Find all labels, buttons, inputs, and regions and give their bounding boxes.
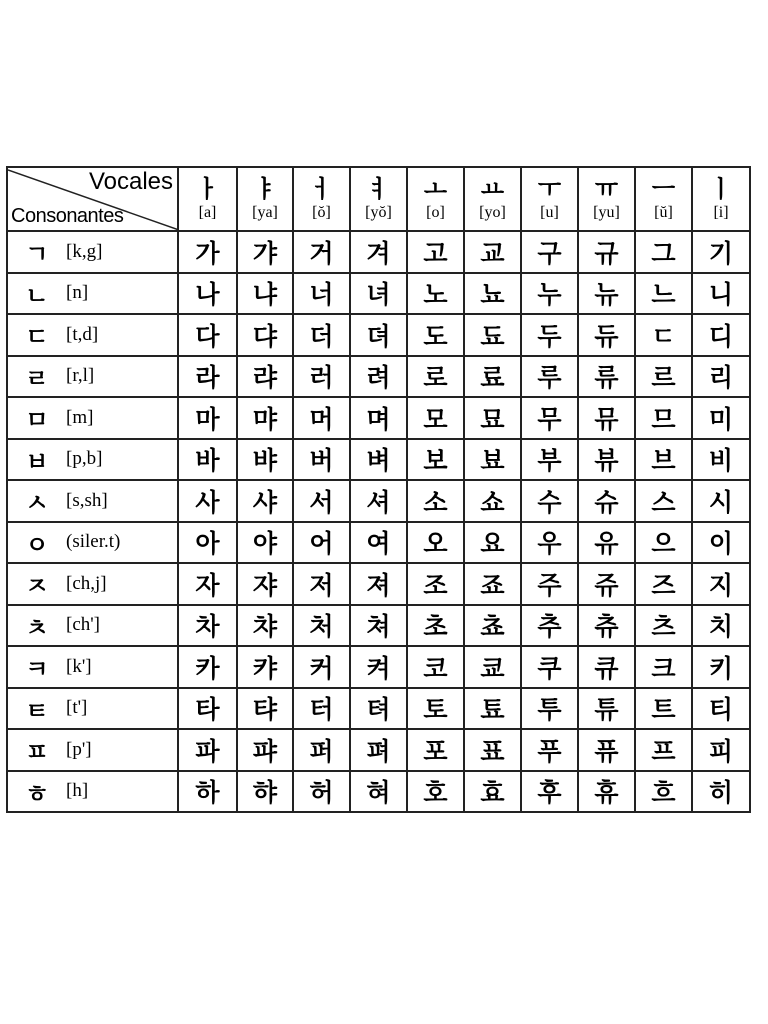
vowel-romanization: [yo] [479,204,506,221]
syllable-cell: 호 [407,771,464,813]
syllable-cell: 하 [178,771,237,813]
syllable-cell: 쥬 [578,563,635,605]
syllable-cell: 두 [521,314,578,356]
consonant-header-cell [7,771,178,813]
syllable-cell: 더 [293,314,350,356]
syllable-cell: 며 [350,397,407,439]
vowel-jamo: ㅗ [423,175,448,203]
consonant-jamo: ㅅ [25,489,49,518]
vowel-jamo: ㅡ [651,175,676,203]
vowel-romanization: [u] [540,204,559,221]
syllable-cell: 트 [635,688,692,730]
syllable-cell: 고 [407,231,464,273]
syllable-cell: 그 [635,231,692,273]
consonant-row [7,688,750,730]
vowel-romanization: [o] [426,204,445,221]
syllable-cell: 효 [464,771,521,813]
consonantes-label: Consonantes [11,205,124,227]
vowel-jamo: ㅑ [253,175,277,203]
vowel-jamo: ㅛ [480,175,505,203]
consonant-row [7,771,750,813]
syllable-cell: 샤 [237,480,293,522]
syllable-cell: 퍄 [237,729,293,771]
syllable-cell: 바 [178,439,237,481]
consonant-jamo: ㅍ [25,738,49,767]
consonant-jamo: ㄱ [25,240,49,269]
syllable-cell: 쟈 [237,563,293,605]
syllable-cell: 치 [692,605,750,647]
syllable-cell: 모 [407,397,464,439]
consonant-row [7,480,750,522]
syllable-cell: 비 [692,439,750,481]
consonant-romanization: [ch,j] [66,572,107,594]
consonant-romanization: [k,g] [66,240,103,262]
syllable-cell: 캬 [237,646,293,688]
vowel-romanization: [ŭ] [654,204,673,221]
syllable-cell: 수 [521,480,578,522]
vowel-header-cell [464,167,521,231]
syllable-cell: 쳐 [350,605,407,647]
syllable-cell: 보 [407,439,464,481]
consonant-jamo: ㅋ [25,655,49,684]
consonant-header-cell [7,397,178,439]
consonant-jamo: ㅊ [25,613,49,642]
table-body [7,167,750,812]
syllable-cell: 아 [178,522,237,564]
consonant-jamo: ㅎ [25,779,49,808]
syllable-cell: ㄷ [635,314,692,356]
syllable-cell: 쿄 [464,646,521,688]
vowel-header-cell [692,167,750,231]
syllable-cell: 기 [692,231,750,273]
vowel-romanization: [ŏ] [312,204,331,221]
syllable-cell: 혀 [350,771,407,813]
consonant-romanization: [m] [66,406,94,428]
consonant-row [7,231,750,273]
syllable-cell: 갸 [237,231,293,273]
vowel-header-row [7,167,750,231]
syllable-cell: 뱌 [237,439,293,481]
syllable-cell: 소 [407,480,464,522]
syllable-cell: 로 [407,356,464,398]
syllable-cell: 료 [464,356,521,398]
vowel-header-cell [578,167,635,231]
syllable-cell: 가 [178,231,237,273]
syllable-cell: 프 [635,729,692,771]
syllable-cell: 즈 [635,563,692,605]
consonant-jamo: ㅇ [25,530,49,559]
syllable-cell: 차 [178,605,237,647]
consonant-row [7,439,750,481]
consonant-row [7,605,750,647]
syllable-cell: 죠 [464,563,521,605]
vowel-jamo: ㅠ [594,175,619,203]
consonant-header-cell [7,729,178,771]
syllable-cell: 크 [635,646,692,688]
syllable-cell: 셔 [350,480,407,522]
vowel-romanization: [yŏ] [365,204,392,221]
consonant-header-cell [7,605,178,647]
consonant-header-cell [7,439,178,481]
syllable-cell: 댜 [237,314,293,356]
consonant-romanization: [p'] [66,738,92,760]
syllable-cell: 표 [464,729,521,771]
syllable-cell: 텨 [350,688,407,730]
syllable-cell: 탸 [237,688,293,730]
consonant-jamo: ㅌ [25,696,49,725]
syllable-cell: 펴 [350,729,407,771]
syllable-cell: 요 [464,522,521,564]
syllable-cell: 초 [407,605,464,647]
consonant-jamo: ㄷ [25,323,49,352]
vowel-jamo: ㅓ [309,175,334,203]
syllable-cell: 뇨 [464,273,521,315]
syllable-cell: 투 [521,688,578,730]
vowel-header-cell [178,167,237,231]
syllable-cell: 려 [350,356,407,398]
consonant-row [7,273,750,315]
syllable-cell: 퍼 [293,729,350,771]
syllable-cell: 뮤 [578,397,635,439]
consonant-header-cell [7,273,178,315]
syllable-cell: 이 [692,522,750,564]
syllable-cell: 슈 [578,480,635,522]
vowel-jamo: ㅏ [195,175,220,203]
syllable-cell: 시 [692,480,750,522]
syllable-cell: 듀 [578,314,635,356]
consonant-romanization: [t'] [66,697,88,719]
syllable-cell: 우 [521,522,578,564]
syllable-cell: 노 [407,273,464,315]
consonant-row [7,563,750,605]
consonant-romanization: [s,sh] [66,489,108,511]
consonant-romanization: [t,d] [66,323,99,345]
consonant-romanization: [ch'] [66,614,101,636]
syllable-cell: 피 [692,729,750,771]
vowel-romanization: [a] [198,204,217,221]
vowel-jamo: ㅕ [366,175,391,203]
consonant-romanization: [r,l] [66,365,95,387]
syllable-cell: 쵸 [464,605,521,647]
vocales-label: Vocales [88,168,173,195]
syllable-cell: 지 [692,563,750,605]
syllable-cell: 먀 [237,397,293,439]
syllable-cell: 여 [350,522,407,564]
hangul-chart-table [6,166,751,813]
syllable-cell: 파 [178,729,237,771]
syllable-cell: 뎌 [350,314,407,356]
syllable-cell: 야 [237,522,293,564]
consonant-header-cell [7,480,178,522]
syllable-cell: 도 [407,314,464,356]
syllable-cell: 구 [521,231,578,273]
syllable-cell: 규 [578,231,635,273]
syllable-cell: 티 [692,688,750,730]
syllable-cell: 스 [635,480,692,522]
vowel-header-cell [635,167,692,231]
syllable-cell: 조 [407,563,464,605]
syllable-cell: 져 [350,563,407,605]
consonant-row [7,646,750,688]
syllable-cell: 츄 [578,605,635,647]
consonant-header-cell [7,646,178,688]
syllable-cell: 후 [521,771,578,813]
syllable-cell: 츠 [635,605,692,647]
syllable-cell: 루 [521,356,578,398]
syllable-cell: 다 [178,314,237,356]
syllable-cell: 저 [293,563,350,605]
consonant-romanization: [n] [66,282,89,304]
syllable-cell: 라 [178,356,237,398]
consonant-jamo: ㄹ [25,364,49,393]
syllable-cell: 류 [578,356,635,398]
consonant-header-cell [7,314,178,356]
consonant-row [7,729,750,771]
syllable-cell: 러 [293,356,350,398]
vowel-header-cell [407,167,464,231]
syllable-cell: 벼 [350,439,407,481]
syllable-cell: 디 [692,314,750,356]
consonant-romanization: (siler.t) [66,531,121,553]
syllable-cell: 서 [293,480,350,522]
consonant-jamo: ㄴ [25,281,49,310]
syllable-cell: 어 [293,522,350,564]
corner-header-cell [7,167,178,231]
syllable-cell: 뉴 [578,273,635,315]
syllable-cell: 묘 [464,397,521,439]
syllable-cell: 툐 [464,688,521,730]
vowel-jamo: ㅣ [709,175,733,203]
syllable-cell: 누 [521,273,578,315]
syllable-cell: 됴 [464,314,521,356]
syllable-cell: 거 [293,231,350,273]
syllable-cell: 큐 [578,646,635,688]
syllable-cell: 챠 [237,605,293,647]
syllable-cell: 주 [521,563,578,605]
syllable-cell: 무 [521,397,578,439]
consonant-jamo: ㅁ [25,406,49,435]
syllable-cell: 카 [178,646,237,688]
consonant-header-cell [7,522,178,564]
consonant-jamo: ㅈ [25,572,49,601]
syllable-cell: 키 [692,646,750,688]
vowel-header-cell [237,167,293,231]
syllable-cell: 버 [293,439,350,481]
vowel-header-cell [521,167,578,231]
consonant-row [7,314,750,356]
consonant-jamo: ㅂ [25,447,49,476]
consonant-row [7,356,750,398]
syllable-cell: 허 [293,771,350,813]
syllable-cell: 으 [635,522,692,564]
syllable-cell: 부 [521,439,578,481]
syllable-cell: 뷰 [578,439,635,481]
syllable-cell: 사 [178,480,237,522]
consonant-row [7,397,750,439]
syllable-cell: 쇼 [464,480,521,522]
consonant-row [7,522,750,564]
syllable-cell: 푸 [521,729,578,771]
syllable-cell: 터 [293,688,350,730]
syllable-cell: 리 [692,356,750,398]
syllable-cell: 브 [635,439,692,481]
syllable-cell: 튜 [578,688,635,730]
syllable-cell: 르 [635,356,692,398]
consonant-header-cell [7,231,178,273]
consonant-romanization: [k'] [66,655,92,677]
syllable-cell: 뵤 [464,439,521,481]
syllable-cell: 휴 [578,771,635,813]
syllable-cell: 타 [178,688,237,730]
consonant-header-cell [7,688,178,730]
syllable-cell: 햐 [237,771,293,813]
syllable-cell: 쿠 [521,646,578,688]
syllable-cell: 유 [578,522,635,564]
vowel-header-cell [350,167,407,231]
syllable-cell: 니 [692,273,750,315]
syllable-cell: 냐 [237,273,293,315]
syllable-cell: 추 [521,605,578,647]
consonant-header-cell [7,356,178,398]
vowel-romanization: [yu] [593,204,620,221]
syllable-cell: 나 [178,273,237,315]
syllable-cell: 머 [293,397,350,439]
syllable-cell: 포 [407,729,464,771]
syllable-cell: 히 [692,771,750,813]
syllable-cell: 녀 [350,273,407,315]
syllable-cell: 겨 [350,231,407,273]
syllable-cell: 교 [464,231,521,273]
syllable-cell: 너 [293,273,350,315]
syllable-cell: 미 [692,397,750,439]
syllable-cell: 처 [293,605,350,647]
vowel-romanization: [i] [713,204,729,221]
vowel-header-cell [293,167,350,231]
consonant-romanization: [p,b] [66,448,103,470]
syllable-cell: 므 [635,397,692,439]
syllable-cell: 마 [178,397,237,439]
syllable-cell: 랴 [237,356,293,398]
syllable-cell: 오 [407,522,464,564]
vowel-romanization: [ya] [252,204,278,221]
syllable-cell: 느 [635,273,692,315]
consonant-header-cell [7,563,178,605]
syllable-cell: 켜 [350,646,407,688]
syllable-cell: 퓨 [578,729,635,771]
syllable-cell: 커 [293,646,350,688]
consonant-romanization: [h] [66,780,89,802]
vowel-jamo: ㅜ [537,175,562,203]
syllable-cell: 흐 [635,771,692,813]
syllable-cell: 토 [407,688,464,730]
syllable-cell: 자 [178,563,237,605]
syllable-cell: 코 [407,646,464,688]
